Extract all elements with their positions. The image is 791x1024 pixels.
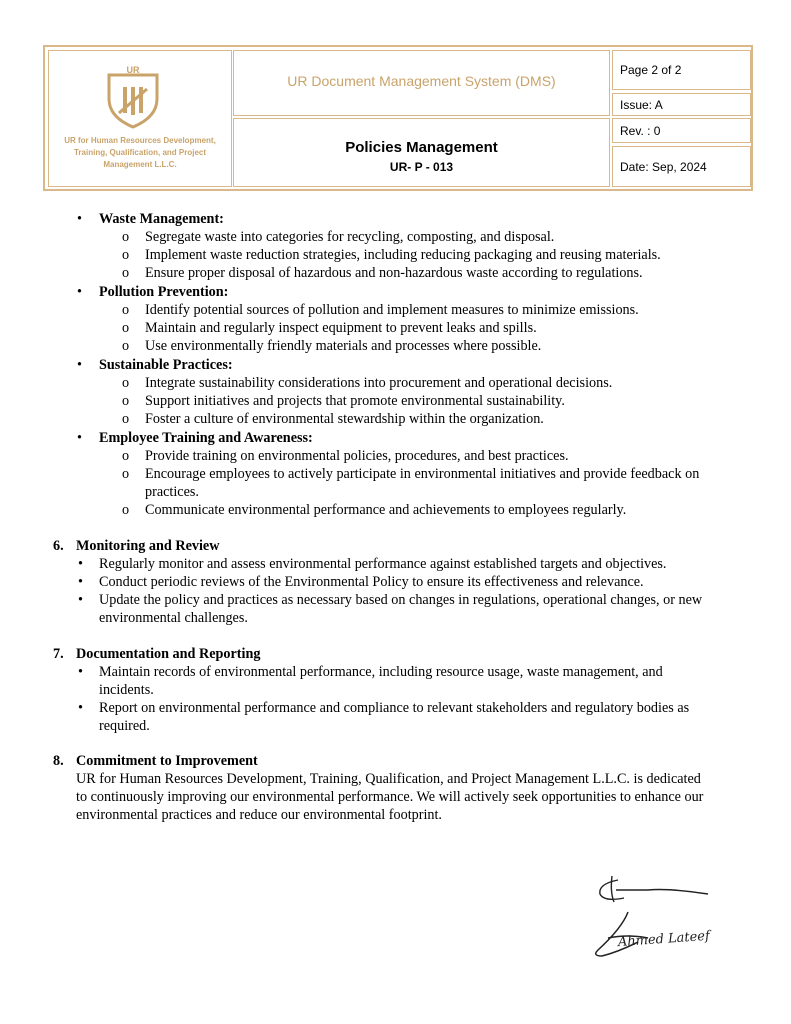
sub-bullet: o xyxy=(122,320,130,336)
list-item-continuation: environmental challenges. xyxy=(99,610,248,626)
bullet: • xyxy=(77,357,82,373)
date: Date: Sep, 2024 xyxy=(612,146,751,187)
document-title: Policies Management xyxy=(345,139,498,156)
title-cell xyxy=(233,118,610,187)
logo-cell xyxy=(48,50,232,187)
list-item-continuation: required. xyxy=(99,718,150,734)
bullet: • xyxy=(77,284,82,300)
list-item: Integrate sustainability considerations into procurement and operational decisions. xyxy=(145,375,613,391)
sub-bullet: o xyxy=(122,247,130,263)
paragraph-line: UR for Human Resources Development, Training, Qualification, and Project Management L.L.C. is dedicated xyxy=(76,771,701,787)
heading-waste: Waste Management: xyxy=(99,211,224,227)
revision: Rev. : 0 xyxy=(612,118,751,143)
bullet: • xyxy=(77,430,82,446)
paragraph-line: environmental practices and reduce our environmental footprint. xyxy=(76,807,442,823)
sub-bullet: o xyxy=(122,466,130,482)
heading-documentation: Documentation and Reporting xyxy=(76,646,261,662)
list-item: Encourage employees to actively participate in environmental initiatives and provide feedback on xyxy=(145,466,700,482)
list-item: Implement waste reduction strategies, including reducing packaging and reusing materials. xyxy=(145,247,661,263)
bullet: • xyxy=(78,574,83,590)
sub-bullet: o xyxy=(122,502,130,518)
logo-text: UR xyxy=(126,65,140,75)
list-item: Regularly monitor and assess environmental performance against established targets and objectives. xyxy=(99,556,667,572)
issue: Issue: A xyxy=(612,93,751,116)
signature xyxy=(588,872,718,964)
sub-bullet: o xyxy=(122,448,130,464)
section-number: 6. xyxy=(53,538,64,554)
bullet: • xyxy=(78,664,83,680)
bullet: • xyxy=(78,592,83,608)
sub-bullet: o xyxy=(122,393,130,409)
heading-pollution: Pollution Prevention: xyxy=(99,284,229,300)
heading-improvement: Commitment to Improvement xyxy=(76,753,258,769)
list-item-continuation: practices. xyxy=(145,484,199,500)
heading-sustainable: Sustainable Practices: xyxy=(99,357,233,373)
system-name: UR Document Management System (DMS) xyxy=(287,73,556,89)
list-item: Identify potential sources of pollution and implement measures to minimize emissions. xyxy=(145,302,639,318)
sub-bullet: o xyxy=(122,411,130,427)
list-item: Communicate environmental performance and achievements to employees regularly. xyxy=(145,502,627,518)
sub-bullet: o xyxy=(122,338,130,354)
sub-bullet: o xyxy=(122,375,130,391)
paragraph-line: to continuously improving our environmental performance. We will actively seek opportunities to enhance our xyxy=(76,789,704,805)
list-item: Use environmentally friendly materials and processes where possible. xyxy=(145,338,542,354)
document-header xyxy=(43,45,753,191)
list-item-continuation: incidents. xyxy=(99,682,154,698)
sub-bullet: o xyxy=(122,265,130,281)
page-number: Page 2 of 2 xyxy=(612,50,751,90)
list-item: Support initiatives and projects that promote environmental sustainability. xyxy=(145,393,565,409)
sub-bullet: o xyxy=(122,302,130,318)
list-item: Maintain and regularly inspect equipment to prevent leaks and spills. xyxy=(145,320,537,336)
company-name: UR for Human Resources Development, Training, Qualification, and Project Management L.L.C. xyxy=(64,136,216,169)
heading-training: Employee Training and Awareness: xyxy=(99,430,313,446)
company-logo xyxy=(101,65,165,129)
system-name-cell xyxy=(233,50,610,116)
bullet: • xyxy=(78,700,83,716)
signature-name: Ahmed Lateef xyxy=(617,928,711,951)
list-item: Segregate waste into categories for recycling, composting, and disposal. xyxy=(145,229,555,245)
bullet: • xyxy=(77,211,82,227)
list-item: Update the policy and practices as necessary based on changes in regulations, operational changes, or new xyxy=(99,592,703,608)
section-number: 8. xyxy=(53,753,64,769)
list-item: Report on environmental performance and compliance to relevant stakeholders and regulatory bodies as xyxy=(99,700,690,716)
sub-bullet: o xyxy=(122,229,130,245)
list-item: Conduct periodic reviews of the Environmental Policy to ensure its effectiveness and relevance. xyxy=(99,574,644,590)
bullet: • xyxy=(78,556,83,572)
list-item: Provide training on environmental policies, procedures, and best practices. xyxy=(145,448,569,464)
document-code: UR- P - 013 xyxy=(389,160,454,174)
heading-monitoring: Monitoring and Review xyxy=(76,538,220,554)
list-item: Foster a culture of environmental stewardship within the organization. xyxy=(145,411,544,427)
list-item: Maintain records of environmental performance, including resource usage, waste management, and xyxy=(99,664,663,680)
list-item: Ensure proper disposal of hazardous and non-hazardous waste according to regulations. xyxy=(145,265,643,281)
section-number: 7. xyxy=(53,646,64,662)
